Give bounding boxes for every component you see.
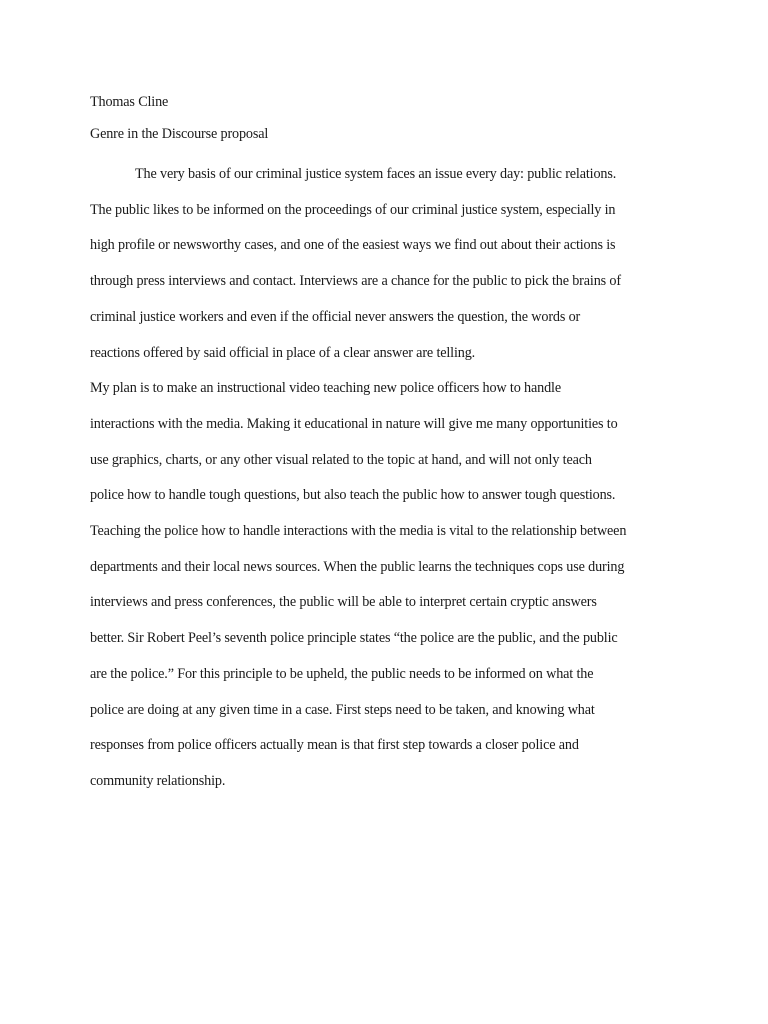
paragraph-line: better. Sir Robert Peel’s seventh police principle states “the police are the public, and the public — [90, 630, 618, 647]
paragraph-line: use graphics, charts, or any other visual related to the topic at hand, and will not only teach — [90, 451, 592, 468]
document-title: Genre in the Discourse proposal — [90, 126, 269, 142]
paragraph-line: The public likes to be informed on the proceedings of our criminal justice system, especially in — [90, 201, 616, 218]
paragraph-intro — [90, 157, 690, 800]
paragraph-line: departments and their local news sources. When the public learns the techniques cops use during — [90, 558, 625, 575]
paragraph-line: responses from police officers actually mean is that first step towards a closer police and — [90, 737, 579, 754]
paragraph-line: Teaching the police how to handle interactions with the media is vital to the relationship between — [90, 523, 627, 540]
paragraph-line: high profile or newsworthy cases, and one of the easiest ways we find out about their actions is — [90, 237, 616, 254]
paragraph-line: interviews and press conferences, the public will be able to interpret certain cryptic answers — [90, 594, 597, 611]
paragraph-line: through press interviews and contact. Interviews are a chance for the public to pick the brains of — [90, 273, 621, 290]
document-header — [90, 86, 690, 150]
author-name: Thomas Cline — [90, 94, 169, 110]
paragraph-line: My plan is to make an instructional video teaching new police officers how to handle — [90, 380, 561, 397]
paragraph-line: are the police.” For this principle to be upheld, the public needs to be informed on what the — [90, 665, 594, 682]
paragraph-line: criminal justice workers and even if the official never answers the question, the words or — [90, 308, 581, 325]
paragraph-line: police how to handle tough questions, but also teach the public how to answer tough questions. — [90, 487, 616, 504]
paragraph-line: community relationship. — [90, 772, 226, 789]
paragraph-line: police are doing at any given time in a case. First steps need to be taken, and knowing what — [90, 701, 595, 718]
paragraph-line: interactions with the media. Making it educational in nature will give me many opportunities to — [90, 415, 618, 432]
paragraph-line: The very basis of our criminal justice system faces an issue every day: public relations. — [135, 166, 617, 182]
paragraph-line: reactions offered by said official in place of a clear answer are telling. — [90, 344, 476, 361]
